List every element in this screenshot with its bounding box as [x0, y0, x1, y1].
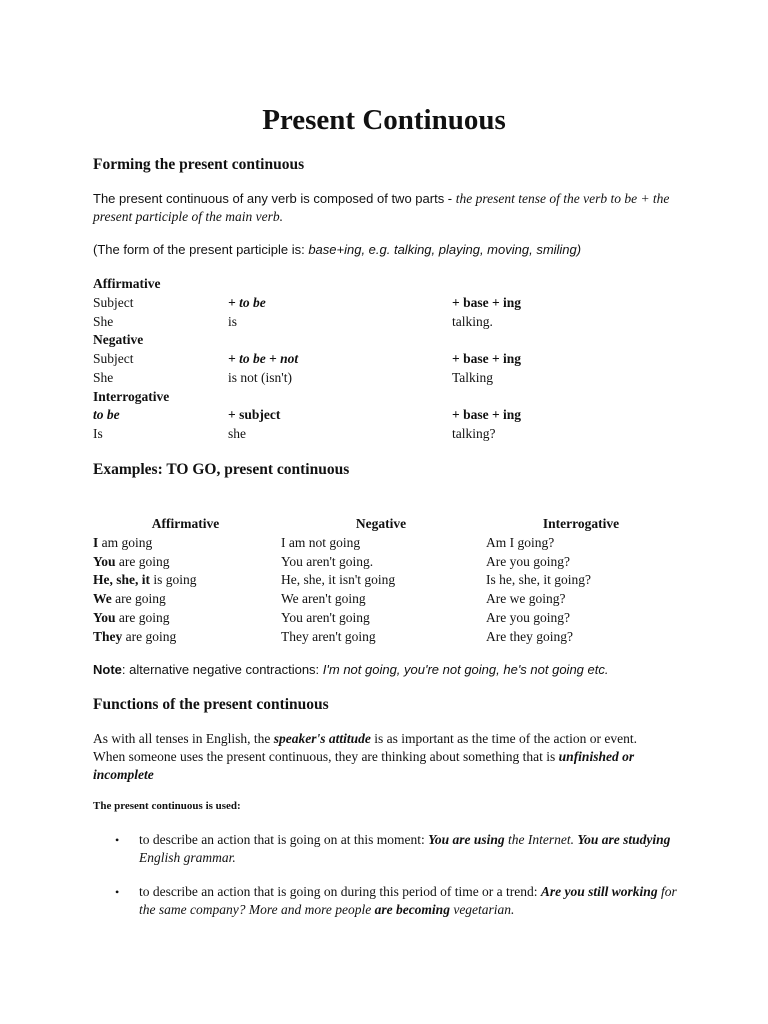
- interrogative-label-row: [93, 389, 693, 408]
- participle-note: [93, 241, 673, 259]
- column-header-affirmative: Affirmative: [151, 516, 220, 531]
- emphasis: speaker's attitude: [273, 731, 371, 746]
- example-row: [93, 628, 278, 647]
- example-text: the Internet.: [504, 832, 578, 847]
- example-row: Are you going?: [486, 553, 570, 569]
- cell: + to be: [228, 295, 266, 310]
- example-row: Are we going?: [486, 591, 566, 607]
- bullet-icon: •: [115, 885, 120, 899]
- negative-label: Negative: [93, 332, 144, 347]
- example-row: We aren't going: [281, 591, 366, 607]
- bullet-icon: •: [115, 833, 120, 847]
- text: to describe an action that is going on at this moment:: [139, 832, 429, 847]
- affirmative-example-row: [93, 314, 693, 333]
- cell: is not (isn't): [228, 370, 292, 385]
- participle-note-plain: (The form of the present participle is:: [93, 242, 309, 257]
- note-plain: : alternative negative contractions:: [121, 662, 323, 677]
- interrogative-example-row: [93, 426, 693, 445]
- example-row: [93, 534, 278, 553]
- forming-intro: [93, 190, 673, 226]
- verb-phrase: are going: [111, 591, 166, 607]
- text: As with all tenses in English, the: [93, 731, 274, 746]
- pronoun: You: [93, 553, 116, 569]
- example-row: Are you going?: [486, 609, 570, 625]
- cell: talking.: [452, 314, 493, 329]
- example-verb: are becoming: [374, 901, 450, 917]
- example-text: English grammar.: [139, 849, 236, 865]
- example-row: You aren't going: [281, 609, 370, 625]
- functions-paragraph: [93, 730, 668, 784]
- cell: Is: [93, 426, 103, 441]
- cell: she: [228, 426, 246, 441]
- text: is as important as the time of the action or event. When someone uses the present continuous, they are thinking about something that is: [93, 731, 638, 764]
- examples-heading: Examples: TO GO, present continuous: [93, 461, 350, 478]
- pronoun: They: [93, 628, 123, 644]
- example-verb: Are you still working: [540, 884, 658, 899]
- bullet-item: [139, 883, 679, 918]
- verb-phrase: am going: [98, 534, 153, 550]
- example-verb: You are studying: [577, 832, 671, 847]
- verb-phrase: is going: [150, 572, 197, 588]
- example-row: [93, 590, 278, 609]
- examples-negative-column: [281, 515, 481, 647]
- pronoun: He, she, it: [93, 572, 150, 588]
- verb-phrase: are going: [115, 609, 170, 625]
- cell: Subject: [93, 351, 134, 366]
- examples-affirmative-column: [93, 515, 278, 647]
- affirmative-structure-row: [93, 295, 693, 314]
- affirmative-label-row: [93, 276, 693, 295]
- text: to describe an action that is going on during this period of time or a trend:: [139, 884, 541, 899]
- example-text: for the same company? More and more people: [139, 884, 677, 917]
- cell: She: [93, 314, 114, 329]
- affirmative-label: Affirmative: [93, 276, 161, 291]
- cell: + base + ing: [452, 407, 522, 422]
- note-label: Note: [93, 662, 122, 677]
- cell: She: [93, 370, 114, 385]
- forming-intro-italic: the present tense of the verb to be + the present participle of the main verb.: [93, 191, 670, 224]
- interrogative-label: Interrogative: [93, 389, 170, 404]
- verb-phrase: are going: [115, 553, 170, 569]
- example-row: They aren't going: [281, 628, 376, 644]
- functions-heading: Functions of the present continuous: [93, 696, 329, 713]
- note-italic: I'm not going, you're not going, he's not going etc.: [322, 662, 609, 677]
- cell: to be: [93, 407, 120, 422]
- cell: is: [228, 314, 238, 329]
- example-row: [93, 553, 278, 572]
- page-title: Present Continuous: [262, 104, 506, 136]
- example-row: I am not going: [281, 534, 361, 550]
- participle-note-italic: base+ing, e.g. talking, playing, moving, smiling): [308, 242, 582, 257]
- verb-phrase: are going: [122, 628, 177, 644]
- cell: + subject: [228, 407, 281, 422]
- column-header-negative: Negative: [355, 516, 407, 531]
- contraction-note: [93, 661, 713, 679]
- negative-example-row: [93, 370, 693, 389]
- example-row: Am I going?: [486, 534, 555, 550]
- forming-heading: Forming the present continuous: [93, 156, 305, 173]
- bullet-item: [139, 831, 679, 866]
- cell: talking?: [452, 426, 496, 441]
- cell: Subject: [93, 295, 134, 310]
- examples-interrogative-column: [486, 515, 676, 647]
- pronoun: I: [93, 534, 99, 550]
- cell: + base + ing: [452, 295, 522, 310]
- emphasis: unfinished or incomplete: [93, 749, 635, 782]
- cell: + to be + not: [228, 351, 299, 366]
- example-row: You aren't going.: [281, 553, 374, 569]
- example-row: He, she, it isn't going: [281, 572, 396, 588]
- example-row: [93, 609, 278, 628]
- interrogative-structure-row: [93, 407, 693, 426]
- pronoun: You: [93, 609, 116, 625]
- negative-label-row: [93, 332, 693, 351]
- column-header-interrogative: Interrogative: [542, 516, 620, 531]
- example-row: Are they going?: [486, 628, 573, 644]
- example-row: Is he, she, it going?: [486, 572, 591, 588]
- usage-label: The present continuous is used:: [93, 800, 241, 812]
- forming-intro-plain: The present continuous of any verb is composed of two parts -: [93, 191, 456, 206]
- pronoun: We: [93, 591, 112, 607]
- cell: + base + ing: [452, 351, 522, 366]
- cell: Talking: [452, 370, 494, 385]
- example-verb: You are using: [428, 832, 505, 847]
- example-row: [93, 571, 278, 590]
- negative-structure-row: [93, 351, 693, 370]
- example-text: vegetarian.: [449, 901, 515, 917]
